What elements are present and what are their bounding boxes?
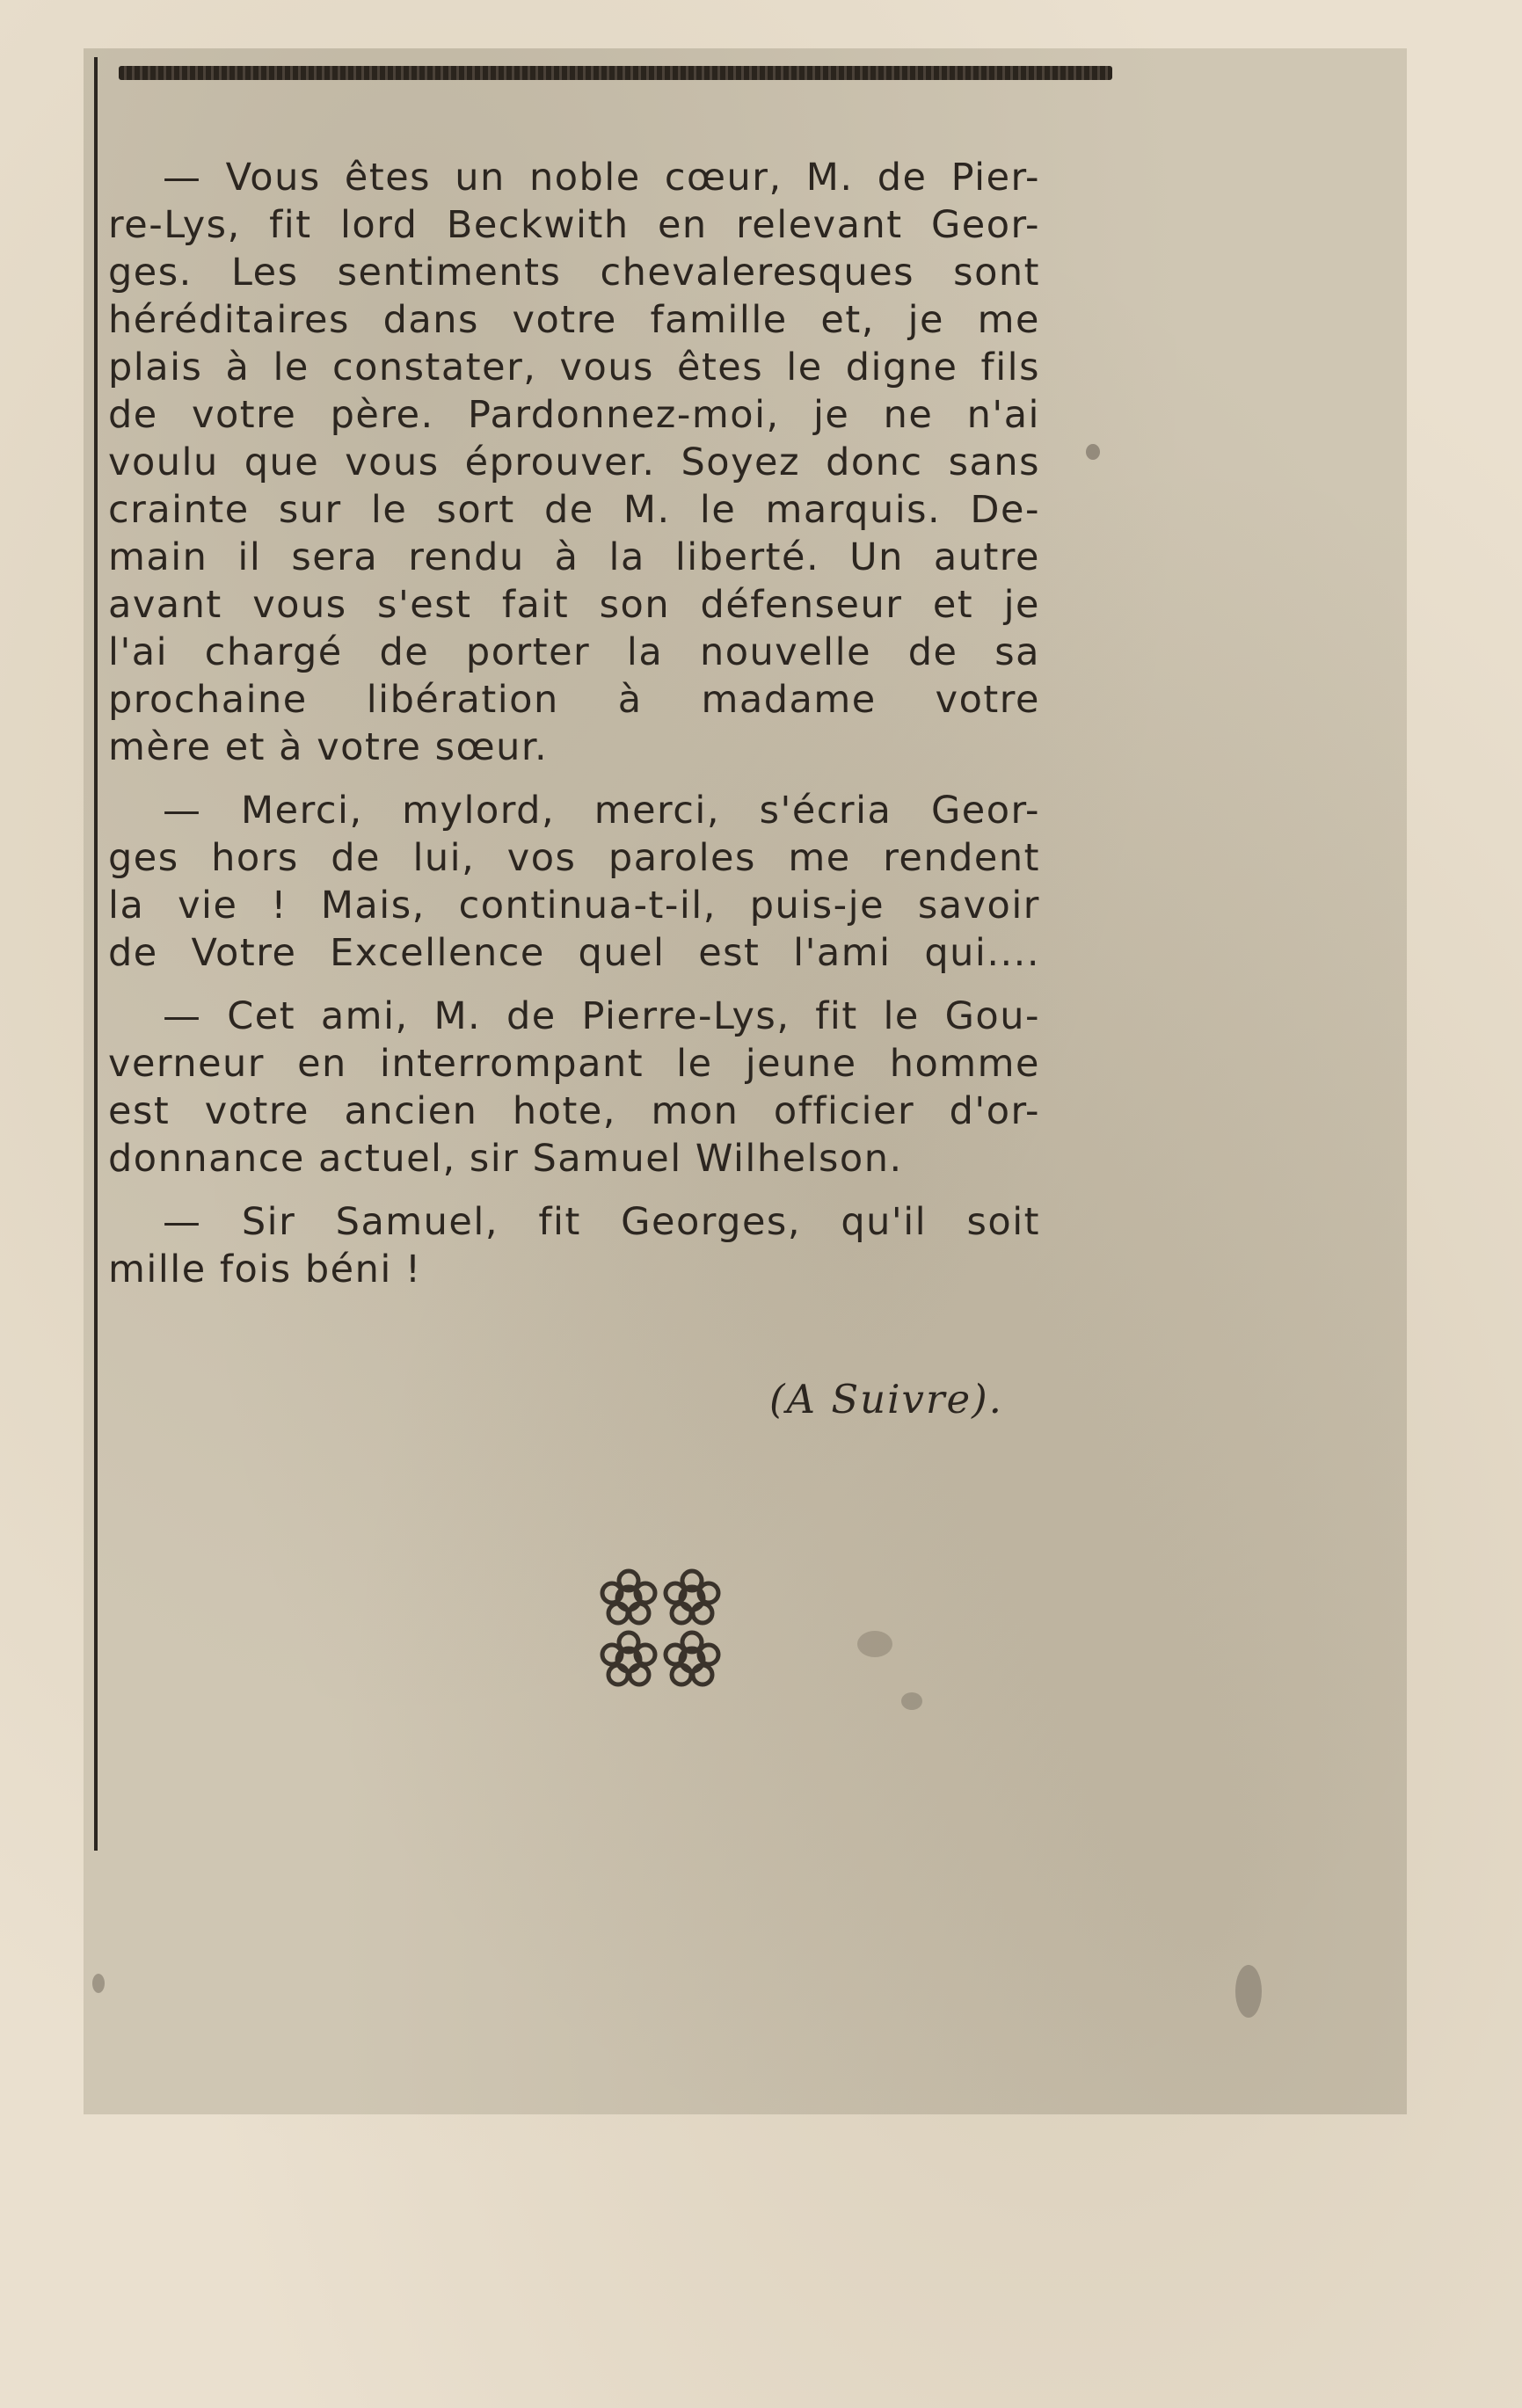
paper-speck xyxy=(901,1692,922,1710)
text-line: crainte sur le sort de M. le marquis. De- xyxy=(108,488,1040,532)
text-line: re-Lys, fit lord Beckwith en relevant Geor- xyxy=(108,203,1040,247)
paper-speck xyxy=(1235,1965,1262,2018)
text-line: ges hors de lui, vos paroles me rendent xyxy=(108,836,1040,880)
text-line: main il sera rendu à la liberté. Un autre xyxy=(108,535,1040,579)
text-line: héréditaires dans votre famille et, je me xyxy=(108,298,1040,342)
text-line: donnance actuel, sir Samuel Wilhelson. xyxy=(108,1137,903,1181)
text-line: — Merci, mylord, merci, s'écria Geor- xyxy=(163,789,1040,833)
text-line: — Vous êtes un noble cœur, M. de Pier- xyxy=(163,156,1040,200)
paragraph-3 xyxy=(108,993,1040,1182)
text-line: l'ai chargé de porter la nouvelle de sa xyxy=(108,630,1040,674)
top-rule xyxy=(119,66,1112,80)
text-line: — Sir Samuel, fit Georges, qu'il soit xyxy=(163,1200,1040,1244)
text-line: mère et à votre sœur. xyxy=(108,725,549,769)
text-line: plais à le constater, vous êtes le digne fils xyxy=(108,346,1040,389)
text-line: mille fois béni ! xyxy=(108,1248,422,1291)
floral-fleuron-ornament-icon xyxy=(592,1565,732,1697)
paragraph-1 xyxy=(108,154,1040,771)
column-left-rule xyxy=(94,57,98,1851)
text-line: avant vous s'est fait son défenseur et je xyxy=(108,583,1040,627)
paragraph-4 xyxy=(108,1198,1040,1293)
text-line: la vie ! Mais, continua-t-il, puis-je savoir xyxy=(108,884,1040,928)
text-line: verneur en interrompant le jeune homme xyxy=(108,1042,1040,1086)
text-column xyxy=(108,154,1040,1309)
text-line: ges. Les sentiments chevaleresques sont xyxy=(108,251,1040,295)
paper-speck xyxy=(1086,444,1100,460)
text-line: — Cet ami, M. de Pierre-Lys, fit le Gou- xyxy=(163,994,1040,1038)
paper-speck xyxy=(92,1974,105,1993)
text-line: de Votre Excellence quel est l'ami qui.... xyxy=(108,931,1040,975)
text-line: est votre ancien hote, mon officier d'or- xyxy=(108,1089,1040,1133)
paper-speck xyxy=(857,1631,892,1657)
text-line: voulu que vous éprouver. Soyez donc sans xyxy=(108,440,1040,484)
newspaper-clipping xyxy=(84,48,1407,2114)
paragraph-2 xyxy=(108,787,1040,977)
text-line: de votre père. Pardonnez-moi, je ne n'ai xyxy=(108,393,1040,437)
text-line: prochaine libération à madame votre xyxy=(108,678,1040,722)
to-be-continued: (A Suivre). xyxy=(769,1376,1003,1422)
